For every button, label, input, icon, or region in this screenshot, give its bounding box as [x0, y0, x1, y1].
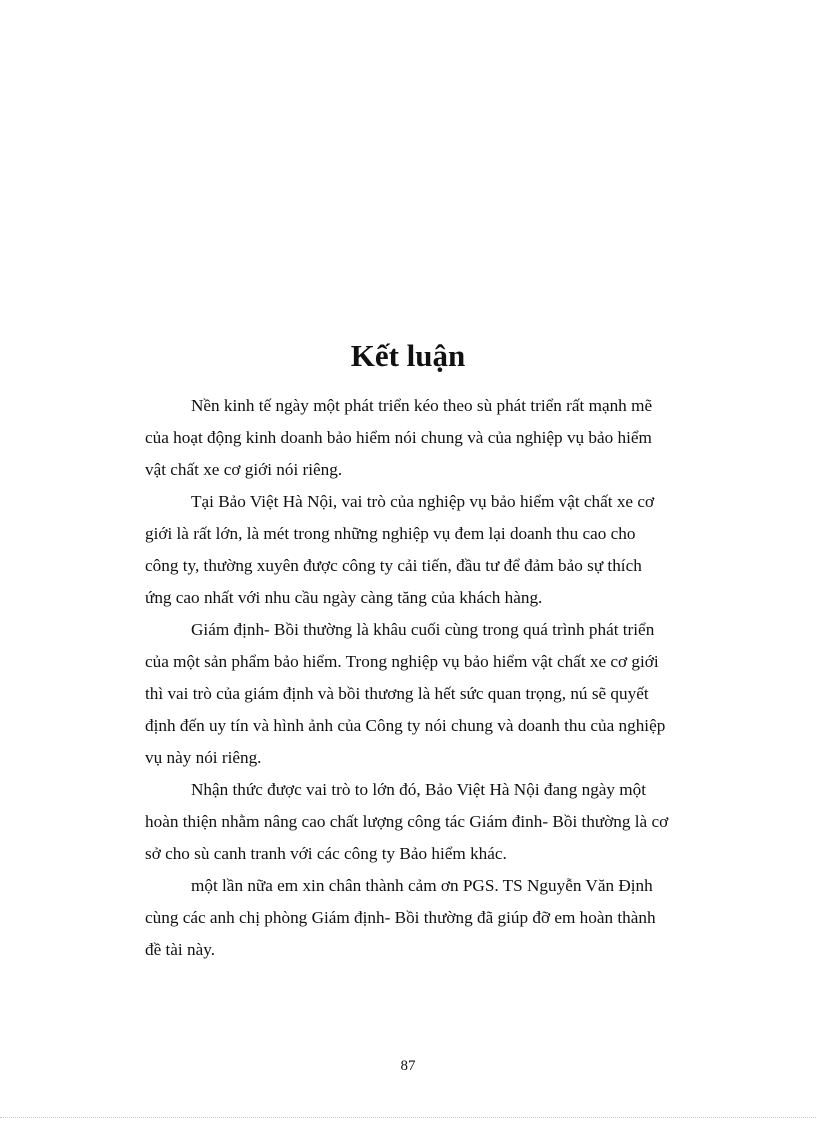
paragraph-4: [145, 774, 745, 870]
paragraph-line: vật chất xe cơ giới nói riêng.: [145, 460, 343, 479]
paragraph-line: Nhận thức được vai trò to lớn đó, Bảo Việt Hà Nội đang ngày một: [191, 780, 647, 799]
paragraph-line: hoàn thiện nhằm nâng cao chất lượng công tác Giám đinh- Bồi thường là cơ: [145, 812, 669, 831]
paragraph-line: Giám định- Bồi thường là khâu cuối cùng trong quá trình phát triển: [191, 620, 655, 639]
paragraph-5: [145, 870, 745, 966]
paragraph-line: của hoạt động kinh doanh bảo hiểm nói chung và của nghiệp vụ bảo hiểm: [145, 428, 652, 447]
page-title: Kết luận: [350, 338, 466, 373]
paragraph-line: Nền kinh tế ngày một phát triển kéo theo sù phát triển rất mạnh mẽ: [191, 396, 653, 415]
paragraph-line: một lần nữa em xin chân thành cảm ơn PGS. TS Nguyễn Văn Định: [191, 876, 653, 895]
paragraph-line: giới là rất lớn, là mét trong những nghiệp vụ đem lại doanh thu cao cho: [145, 524, 636, 543]
body-text: [145, 390, 745, 966]
paragraph-line: cùng các anh chị phòng Giám định- Bồi thường đã giúp đỡ em hoàn thành: [145, 908, 656, 927]
paragraph-line: của một sản phẩm bảo hiểm. Trong nghiệp vụ bảo hiểm vật chất xe cơ giới: [145, 652, 659, 671]
paragraph-3: [145, 614, 745, 774]
paragraph-line: thì vai trò của giám định và bồi thương là hết sức quan trọng, nú sẽ quyết: [145, 684, 649, 703]
paragraph-1: [145, 390, 745, 486]
paragraph-line: công ty, thường xuyên được công ty cải tiến, đầu tư để đảm bảo sự thích: [145, 556, 642, 575]
paragraph-line: sở cho sù canh tranh với các công ty Bảo hiểm khác.: [145, 844, 507, 863]
page-number: 87: [400, 1058, 416, 1074]
paragraph-line: đề tài này.: [145, 940, 215, 959]
paragraph-2: [145, 486, 745, 614]
page-bottom-divider: [0, 1117, 816, 1118]
paragraph-line: định đến uy tín và hình ảnh của Công ty nói chung và doanh thu của nghiệp: [145, 716, 666, 735]
paragraph-line: Tại Bảo Việt Hà Nội, vai trò của nghiệp vụ bảo hiểm vật chất xe cơ: [191, 492, 655, 511]
paragraph-line: ứng cao nhất với nhu cầu ngày càng tăng của khách hàng.: [145, 588, 543, 607]
paragraph-line: vụ này nói riêng.: [145, 748, 262, 767]
